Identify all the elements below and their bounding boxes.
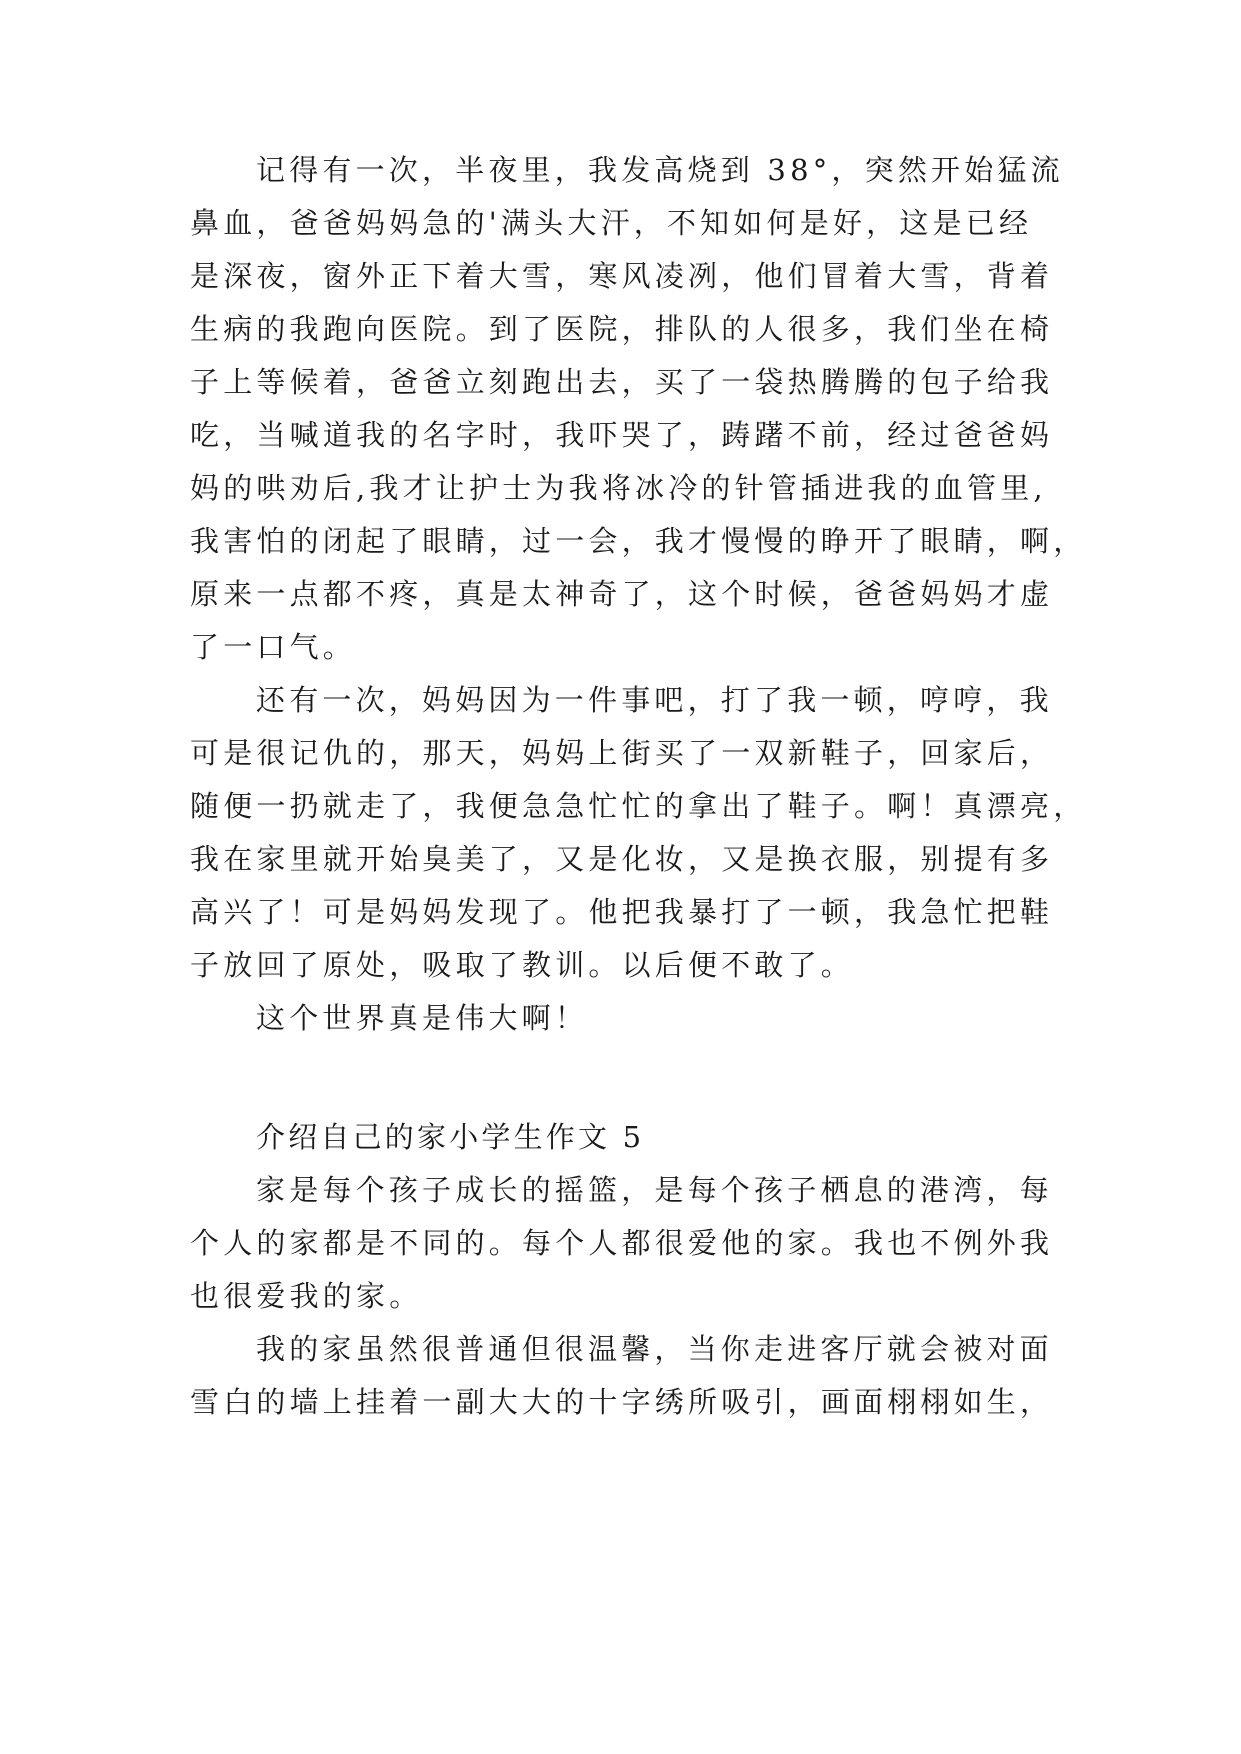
paragraph-line: 子上等候着，爸爸立刻跑出去，买了一袋热腾腾的包子给我 [190, 365, 1054, 399]
paragraph-line: 是深夜，窗外正下着大雪，寒风凌冽，他们冒着大雪，背着 [190, 259, 1054, 293]
paragraph-line: 这个世界真是伟大啊！ [256, 1001, 589, 1035]
paragraph-line: 随便一扔就走了，我便急急忙忙的拿出了鞋子。啊！真漂亮， [190, 789, 1087, 823]
paragraph-line: 妈的哄劝后,我才让护士为我将冰冷的针管插进我的血管里, [190, 471, 1047, 505]
paragraph-line: 可是很记仇的，那天，妈妈上街买了一双新鞋子，回家后， [190, 736, 1054, 770]
paragraph-line: 了一口气。 [190, 630, 357, 664]
paragraph-line: 原来一点都不疼，真是太神奇了，这个时候，爸爸妈妈才虚 [190, 577, 1054, 611]
paragraph-line: 生病的我跑向医院。到了医院，排队的人很多，我们坐在椅 [190, 312, 1054, 346]
paragraph-line: 鼻血，爸爸妈妈急的'满头大汗，不知如何是好，这是已经 [190, 206, 1033, 240]
paragraph-line: 个人的家都是不同的。每个人都很爱他的家。我也不例外我 [190, 1226, 1054, 1260]
paragraph-line: 也很爱我的家。 [190, 1279, 423, 1313]
paragraph-line: 吃，当喊道我的名字时，我吓哭了，踌躇不前，经过爸爸妈 [190, 418, 1054, 452]
paragraph-line: 我害怕的闭起了眼睛，过一会，我才慢慢的睁开了眼睛，啊， [190, 524, 1087, 558]
paragraph-line: 我的家虽然很普通但很温馨，当你走进客厅就会被对面 [256, 1332, 1053, 1366]
paragraph-line: 家是每个孩子成长的摇篮，是每个孩子栖息的港湾，每 [256, 1173, 1053, 1207]
paragraph-line: 我在家里就开始臭美了，又是化妆，又是换衣服，别提有多 [190, 842, 1054, 876]
paragraph-line: 子放回了原处，吸取了教训。以后便不敢了。 [190, 948, 855, 982]
section-title: 介绍自己的家小学生作文 5 [256, 1120, 645, 1154]
paragraph-line: 雪白的墙上挂着一副大大的十字绣所吸引，画面栩栩如生， [190, 1385, 1054, 1419]
paragraph-line: 记得有一次，半夜里，我发高烧到 38°，突然开始猛流 [256, 153, 1064, 187]
paragraph-line: 还有一次，妈妈因为一件事吧，打了我一顿，哼哼，我 [256, 683, 1053, 717]
paragraph-line: 高兴了！可是妈妈发现了。他把我暴打了一顿，我急忙把鞋 [190, 895, 1054, 929]
